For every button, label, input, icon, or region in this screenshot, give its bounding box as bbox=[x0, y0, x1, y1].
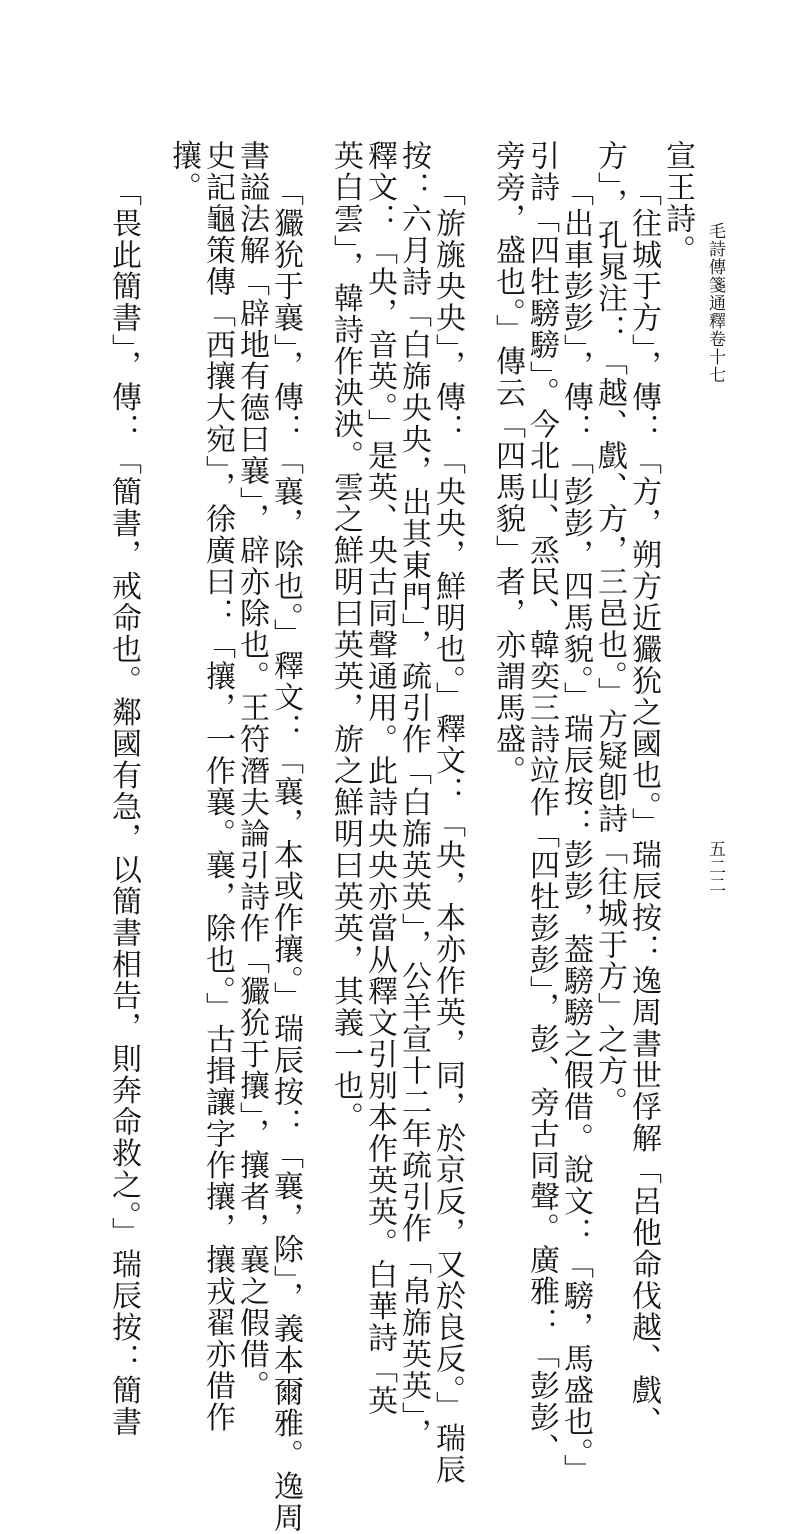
text-column: 方」，孔晁注：「越、戲、方，三邑也。」方疑卽詩「往城于方」之方。 bbox=[592, 140, 627, 1118]
text-column: 「旂旐央央」，傳：「央央，鮮明也。」釋文：「央，本亦作英，同，於京反，又於良反。」瑞辰 bbox=[430, 176, 465, 1486]
text-column: 釋文：「央，音英。」是英、央古同聲通用。此詩央央亦當从釋文引別本作英英。白華詩「英 bbox=[362, 140, 397, 1417]
text-column: 宣王詩。 bbox=[660, 140, 695, 266]
text-column: 英白雲」，韓詩作泱泱。雲之鮮明曰英英，旂之鮮明曰英英，其義一也。 bbox=[328, 140, 363, 1133]
text-column: 「畏此簡書」，傳：「簡書，戒命也。鄰國有急，以簡書相告，則奔命救之。」瑞辰按：簡書 bbox=[106, 176, 141, 1438]
text-column: 「往城于方」，傳：「方，朔方近玁狁之國也。」瑞辰按：逸周書世俘解「呂他命伐越、戲、 bbox=[626, 176, 661, 1438]
text-column: 旁旁，盛也。」傳云「四馬貌」者，亦謂馬盛。 bbox=[490, 140, 525, 787]
text-column: 「出車彭彭」，傳：「彭彭，四馬貌。」瑞辰按：彭彭，葢騯騯之假借。說文：「騯，馬盛也。」 bbox=[558, 176, 593, 1486]
text-column: 引詩「四牡騯騯」。今北山、烝民、韓奕三詩竝作「四牡彭彭」，彭、旁古同聲。廣雅：「彭彭、 bbox=[524, 140, 559, 1465]
text-column: 書謚法解「辟地有德曰襄」，辟亦除也。王符潛夫論引詩作「玁狁于攘」，攘者，襄之假借。 bbox=[234, 140, 269, 1402]
text-column: 按：六月詩「白旆央央，出其東門」，疏引作「白旆英英」，公羊宣十二年疏引作「帛旆英英」， bbox=[396, 140, 431, 1450]
page-number: 五二二 bbox=[705, 840, 725, 894]
text-column: 「玁狁于襄」，傳：「襄，除也。」釋文：「襄，本或作攘。」瑞辰按：「襄，除」，義本爾雅。逸周 bbox=[268, 176, 303, 1534]
text-column: 史記龜策傳「西攘大宛」，徐廣曰：「攘，一作襄。襄，除也。」古揖讓字作攘，攘戎翟亦借作 bbox=[200, 140, 235, 1433]
running-title: 毛詩傳箋通釋卷十七 bbox=[705, 222, 725, 384]
text-column: 攘。 bbox=[166, 140, 201, 203]
